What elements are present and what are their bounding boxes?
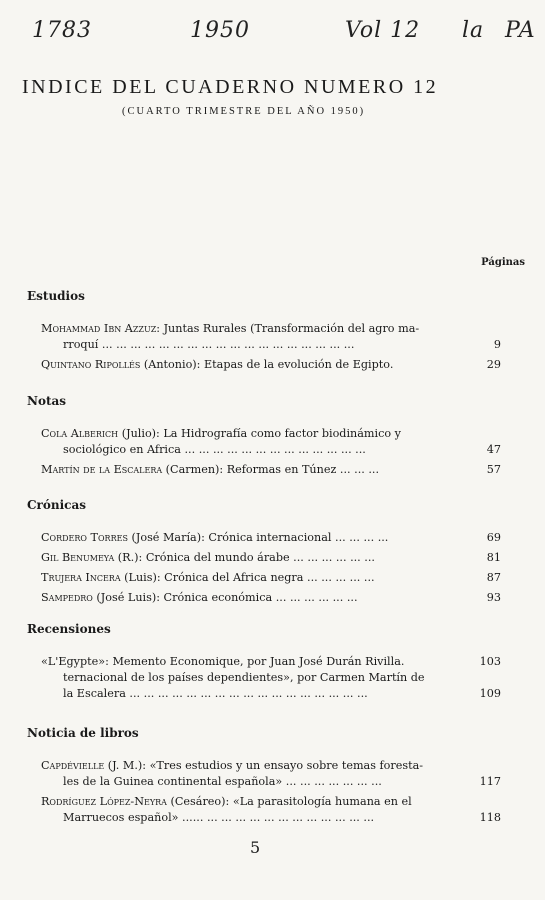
- toc-entry[interactable]: [41, 590, 501, 606]
- toc-entry[interactable]: [41, 570, 501, 586]
- page-title: INDICE DEL CUADERNO NUMERO 12: [22, 76, 439, 98]
- entry-author: Cola Alberich: [41, 427, 119, 440]
- handwritten-note: 1783: [32, 18, 92, 43]
- toc-entry[interactable]: [41, 462, 501, 478]
- entry-text: : Juntas Rurales (Transformación del agro ma-: [156, 322, 420, 335]
- entry-text: sociológico en Africa ... ... ... ... ... ... ... ... ... ... ... ... ...: [63, 443, 366, 456]
- entry-text: ternacional de los países dependientes», por Carmen Martín de: [63, 671, 425, 684]
- section-title: Crónicas: [27, 498, 86, 512]
- entry-author: Rodríguez López-Neyra: [41, 795, 167, 808]
- toc-entry[interactable]: [41, 357, 501, 373]
- entry-text: Marruecos español» ...... ... ... ... ... ... ... ... ... ... ... ... ...: [63, 811, 375, 824]
- entry-page: 117: [479, 775, 501, 788]
- entry-text: rroquí ... ... ... ... ... ... ... ... ... ... ... ... ... ... ... ... ... ...: [63, 338, 355, 351]
- paginas-label: Páginas: [481, 257, 525, 268]
- handwritten-note: Vol 12: [345, 18, 421, 43]
- handwritten-note: PA: [505, 18, 536, 43]
- section-title: Notas: [27, 394, 67, 408]
- entry-author: Trujera Incera: [41, 571, 121, 584]
- entry-page: 57: [486, 463, 501, 476]
- toc-entry[interactable]: [41, 550, 501, 566]
- entry-text: (Cesáreo): «La parasitología humana en el: [166, 795, 412, 808]
- entry-text: (J. M.): «Tres estudios y un ensayo sobre temas foresta-: [104, 759, 424, 772]
- entry-page: 93: [486, 591, 501, 604]
- entry-page: 9: [493, 338, 501, 351]
- section-title: Recensiones: [27, 622, 111, 636]
- toc-entry[interactable]: [41, 426, 501, 458]
- entry-text: (Antonio): Etapas de la evolución de Egipto.: [140, 358, 394, 371]
- handwritten-note: 1950: [190, 18, 250, 43]
- entry-page: 87: [486, 571, 501, 584]
- entry-page: 103: [479, 655, 501, 668]
- entry-text: (José Luis): Crónica económica ... ... ... ... ... ...: [92, 591, 358, 604]
- entry-text: (Carmen): Reformas en Túnez ... ... ...: [162, 463, 380, 476]
- section-recensiones: [27, 622, 527, 706]
- entry-text: les de la Guinea continental española» ... ... ... ... ... ... ...: [63, 775, 382, 788]
- entry-author: Sampedro: [41, 591, 93, 604]
- entry-text: «L'Egypte»: Memento Economique, por Juan José Durán Rivilla.: [41, 655, 405, 668]
- toc-entry[interactable]: [41, 654, 501, 702]
- toc-entry[interactable]: [41, 758, 501, 790]
- toc-entry[interactable]: [41, 530, 501, 546]
- entry-page: 69: [486, 531, 501, 544]
- entry-author: Quintano Ripollés: [41, 358, 141, 371]
- handwritten-note: la: [462, 18, 485, 43]
- toc-entry[interactable]: [41, 794, 501, 826]
- page-subtitle: (CUARTO TRIMESTRE DEL AÑO 1950): [122, 106, 366, 117]
- entry-page: 29: [486, 358, 501, 371]
- entry-page: 81: [486, 551, 501, 564]
- toc-entry[interactable]: [41, 321, 501, 353]
- entry-author: Capdévielle: [41, 759, 105, 772]
- footer-page-number: 5: [250, 838, 261, 857]
- section-title: Noticia de libros: [27, 726, 139, 740]
- section-cronicas: [27, 498, 527, 610]
- entry-text: la Escalera ... ... ... ... ... ... ... ... ... ... ... ... ... ... ... ... ...: [63, 687, 368, 700]
- entry-page: 109: [479, 687, 501, 700]
- section-notas: [27, 394, 527, 482]
- entry-text: (R.): Crónica del mundo árabe ... ... ... ... ... ...: [114, 551, 375, 564]
- section-noticia-de-libros: [27, 726, 527, 830]
- section-title: Estudios: [27, 289, 85, 303]
- entry-author: Mohammad Ibn Azzuz: [41, 322, 157, 335]
- entry-text: (Luis): Crónica del Africa negra ... ... ... ... ...: [120, 571, 375, 584]
- entry-author: Martín de la Escalera: [41, 463, 163, 476]
- entry-text: (Julio): La Hidrografía como factor biodinámico y: [118, 427, 401, 440]
- entry-author: Gil Benumeya: [41, 551, 115, 564]
- section-estudios: [27, 289, 527, 377]
- entry-page: 47: [486, 443, 501, 456]
- entry-text: (José María): Crónica internacional ... ... ... ...: [127, 531, 389, 544]
- entry-author: Cordero Torres: [41, 531, 128, 544]
- entry-page: 118: [479, 811, 501, 824]
